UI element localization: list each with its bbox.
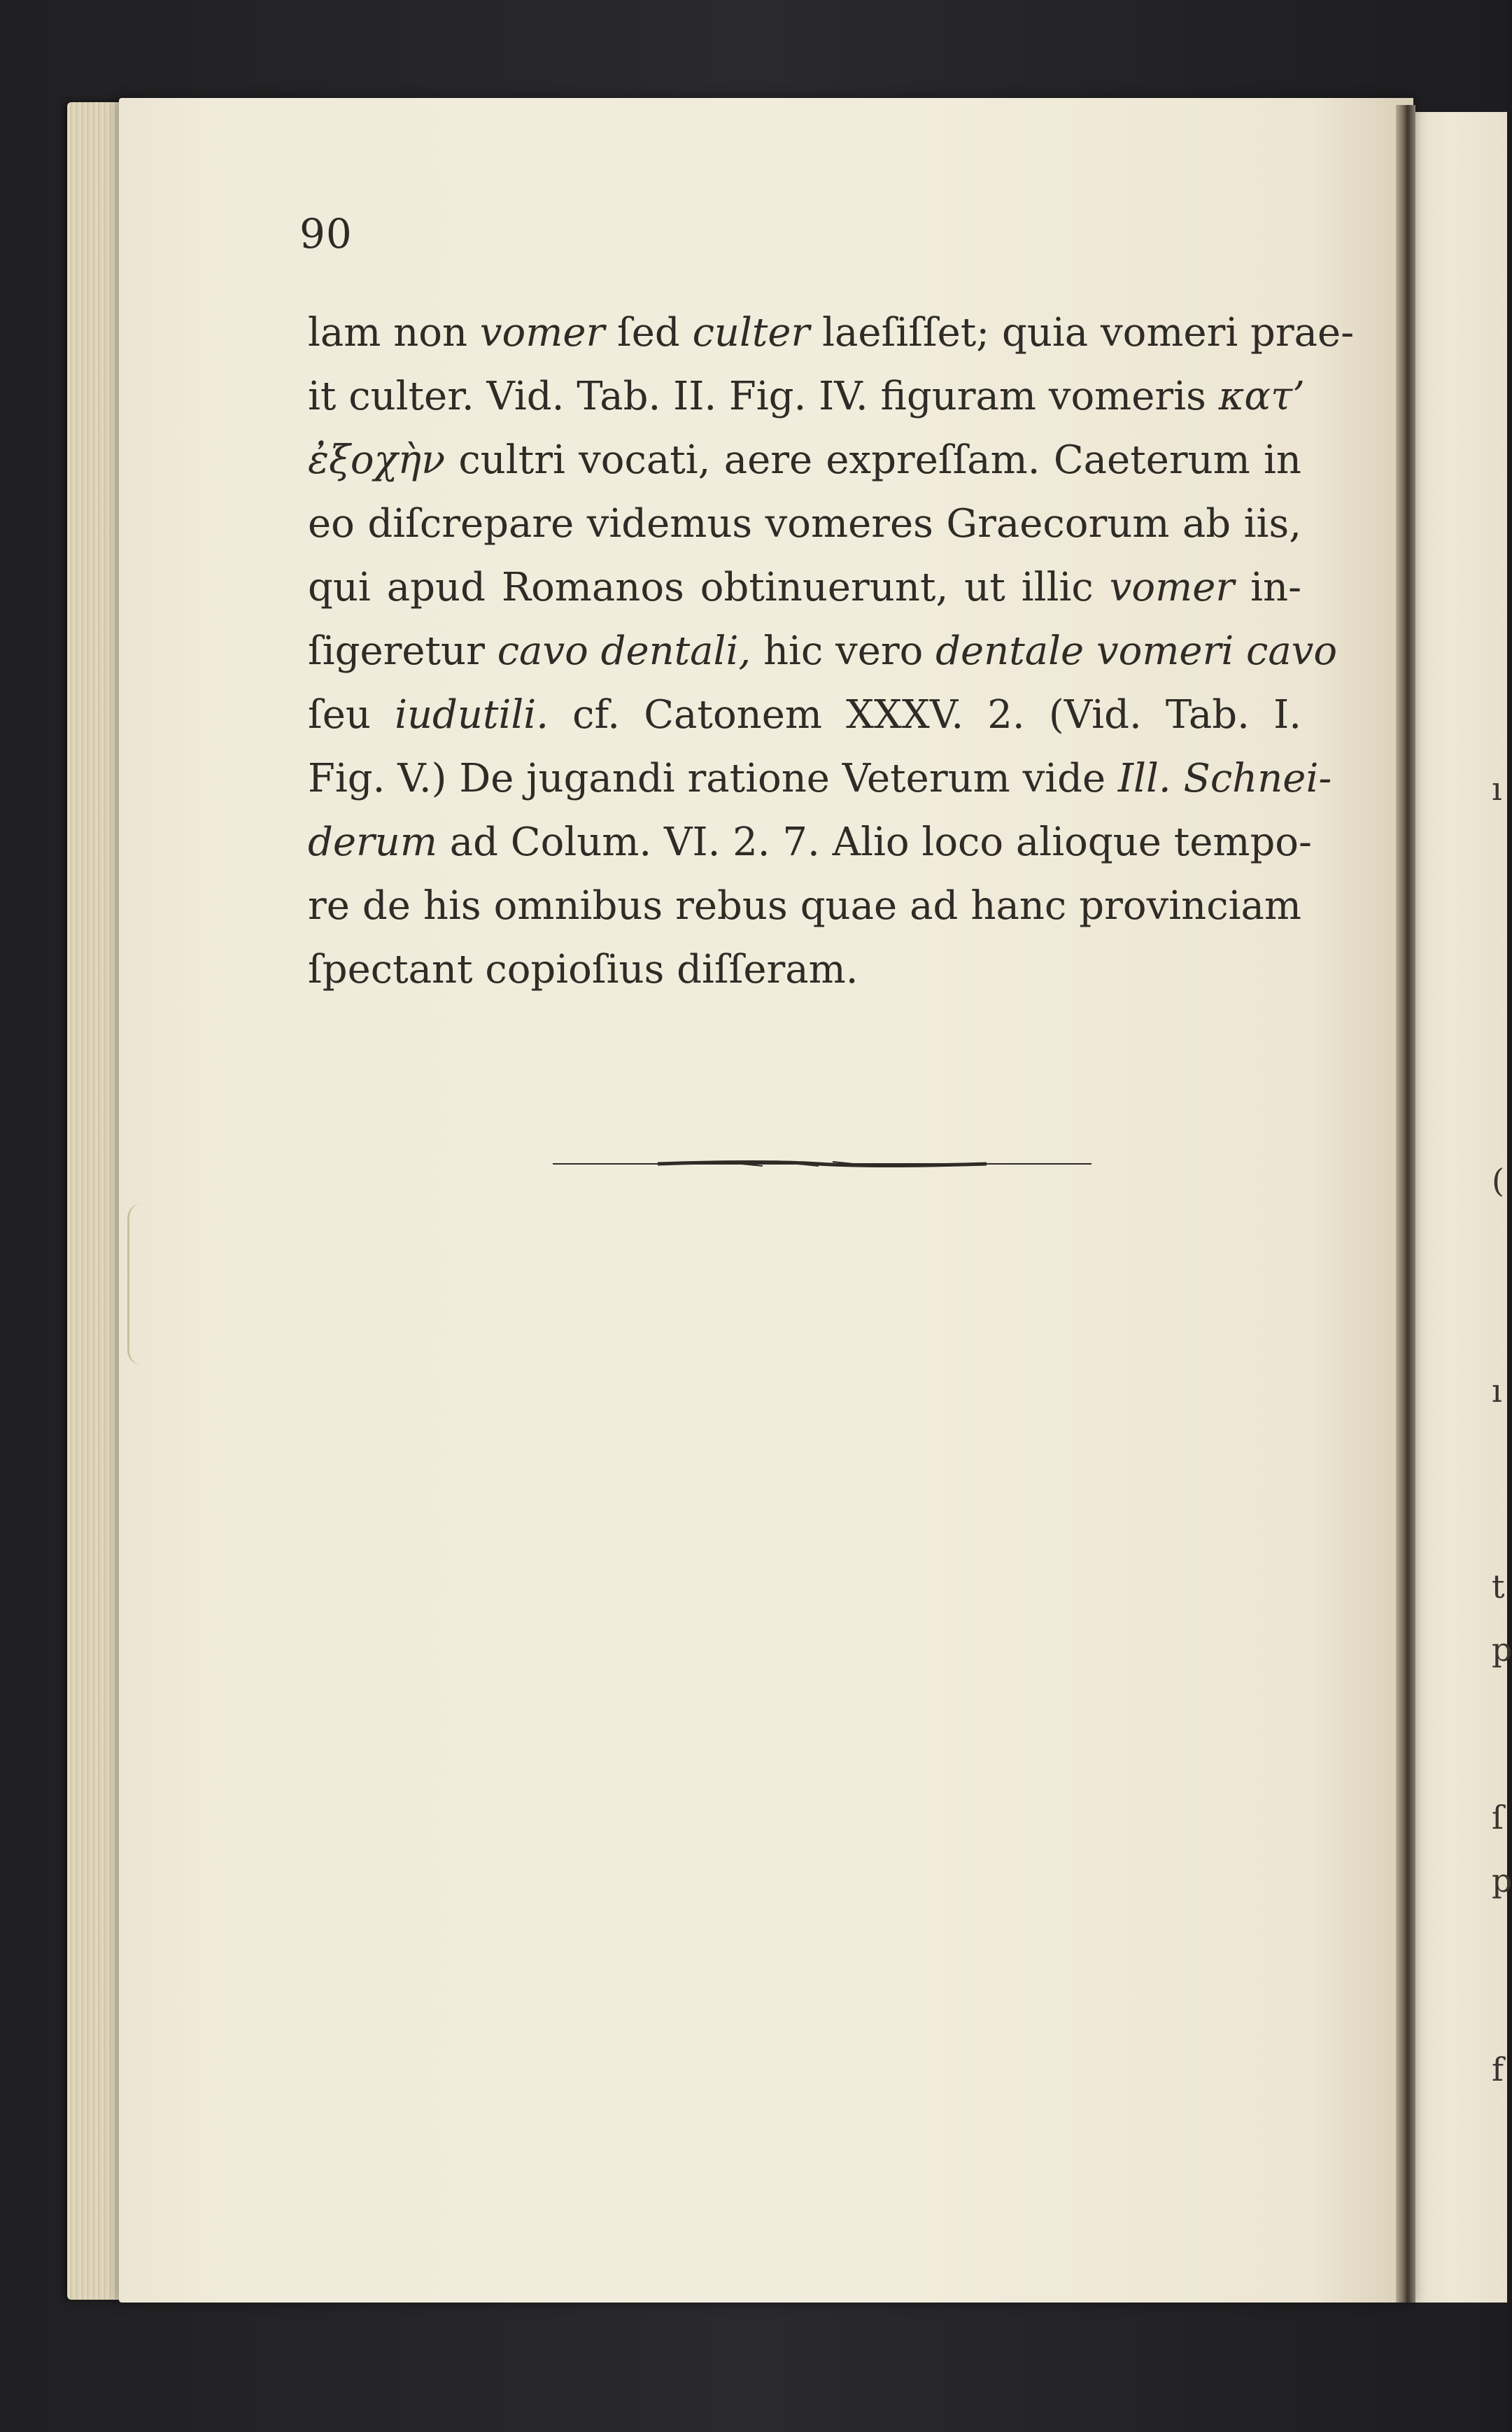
facing-page-glyph: ( <box>1492 1162 1504 1200</box>
facing-page-glyph: ı <box>1492 1372 1502 1410</box>
ornamental-rule <box>553 1159 1091 1169</box>
italic-text: κατ’ <box>1218 374 1305 419</box>
italic-text: Ill. Schnei- <box>1117 756 1332 801</box>
text-run: ad Colum. VI. 2. 7. Alio loco alioque tempo- <box>437 820 1312 865</box>
book-gutter <box>1396 105 1415 2303</box>
text-run: ſed <box>605 310 693 356</box>
text-run: laeſiſſet; quia vomeri prae- <box>810 310 1355 356</box>
text-run: ſigeretur <box>308 628 497 674</box>
italic-text: vomer <box>479 310 605 356</box>
text-line <box>308 810 1312 874</box>
italic-text: dentale vomeri cavo <box>935 628 1338 674</box>
text-line <box>308 492 1301 556</box>
page-number: 90 <box>299 210 353 258</box>
text-run: ſeu <box>308 692 395 738</box>
italic-text: derum <box>308 820 437 865</box>
italic-text: vomer <box>1109 565 1235 610</box>
text-run: in- <box>1234 565 1301 610</box>
facing-page-glyph: p <box>1492 1862 1512 1899</box>
body-paragraph <box>308 301 1355 1001</box>
text-line <box>308 874 1301 938</box>
text-run: cf. Catonem XXXV. 2. (Vid. Tab. I. <box>549 692 1301 738</box>
facing-page-glyph: t <box>1492 1568 1505 1605</box>
text-line <box>308 747 1332 810</box>
facing-page-glyph: ſ <box>1492 1799 1504 1836</box>
italic-text: iudutili. <box>395 692 549 738</box>
text-run: eo diſcrepare videmus vomeres Graecorum ab iis, <box>308 501 1301 547</box>
text-run: ſpectant copioſius diſſeram. <box>308 947 859 992</box>
text-line <box>308 683 1301 747</box>
italic-text: culter <box>692 310 810 356</box>
page-tab-edge <box>127 1204 157 1365</box>
text-line <box>308 938 1301 1001</box>
text-run: it culter. Vid. Tab. II. Fig. IV. figuram vomeris <box>308 374 1219 419</box>
text-run: re de his omnibus rebus quae ad hanc provinciam <box>308 883 1301 929</box>
italic-text: ἐξοχὴν <box>308 437 446 483</box>
facing-page-glyph: p <box>1492 1631 1512 1668</box>
text-run: cultri vocati, aere expreſſam. Caeterum in <box>445 437 1301 483</box>
text-line <box>308 428 1301 492</box>
text-line <box>308 619 1338 683</box>
facing-page-glyph: f <box>1492 2051 1504 2088</box>
facing-page-glyph: ı <box>1492 770 1502 808</box>
text-run: lam non <box>308 310 480 356</box>
facing-page <box>1415 112 1512 2303</box>
italic-text: cavo dentali, <box>497 628 751 674</box>
text-line <box>308 365 1305 428</box>
text-line <box>308 301 1355 365</box>
text-run: Fig. V.) De jugandi ratione Veterum vide <box>308 756 1118 801</box>
text-run: qui apud Romanos obtinuerunt, ut illic <box>308 565 1110 610</box>
text-run: hic vero <box>751 628 936 674</box>
text-line <box>308 556 1301 619</box>
